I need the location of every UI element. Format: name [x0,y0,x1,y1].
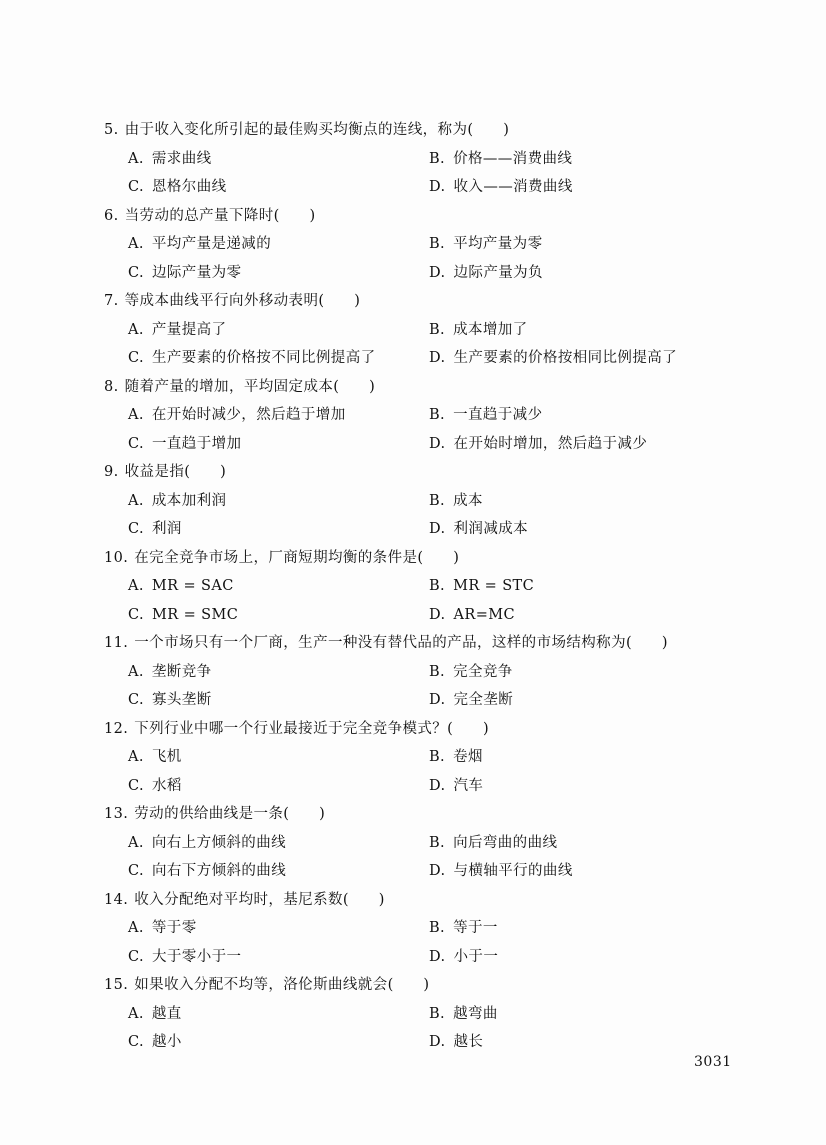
option-letter: C. [128,350,144,366]
option-letter: C. [128,606,144,623]
question-number: 9. [104,464,119,480]
answer-option [429,173,573,202]
answer-option [429,943,498,972]
option-row [104,230,744,259]
option-text: 利润减成本 [453,521,529,537]
question-item [104,715,744,801]
option-letter: A. [128,492,144,509]
option-letter: B. [429,321,446,338]
question-stem [104,373,744,402]
answer-option [429,743,483,772]
question-text: 收益是指( ) [124,464,227,480]
option-row [104,1000,744,1029]
option-row [104,173,744,202]
option-letter: D. [429,435,446,452]
option-letter: D. [429,521,446,537]
option-text: 越弯曲 [453,1005,498,1022]
option-text: 利润 [152,521,182,537]
answer-option [128,430,241,459]
answer-option [128,145,212,174]
question-stem [104,800,744,829]
question-number: 12. [104,720,129,737]
option-text: 成本 [453,492,483,509]
answer-option [128,1028,182,1057]
option-letter: A. [128,663,144,680]
question-text: 一个市场只有一个厂商，生产一种没有替代品的产品，这样的市场结构称为( ) [134,635,668,651]
question-text: 当劳动的总产量下降时( ) [124,207,316,224]
question-item [104,800,744,886]
option-row [104,515,744,544]
option-row [104,686,744,715]
answer-option [128,515,182,544]
option-letter: C. [128,948,144,965]
answer-option [429,344,677,373]
option-letter: B. [429,492,446,509]
option-letter: C. [128,1034,144,1050]
option-text: 等于一 [453,920,498,936]
question-number: 8. [104,378,119,395]
option-row [104,401,744,430]
option-row [104,658,744,687]
answer-option [429,601,515,630]
question-item [104,287,744,373]
option-letter: A. [128,150,144,167]
question-number: 10. [104,549,129,566]
option-text: 越长 [453,1034,484,1050]
question-stem [104,971,744,1000]
question-stem [104,202,744,231]
answer-option [128,857,286,886]
option-letter: A. [128,321,144,338]
option-text: 汽车 [453,777,484,794]
question-item [104,971,744,1057]
answer-option [128,316,226,345]
answer-option [128,401,346,430]
option-letter: C. [128,435,144,452]
answer-option [128,914,197,943]
option-text: 飞机 [151,749,182,765]
option-letter: B. [429,236,446,252]
option-letter: A. [128,578,144,594]
option-letter: D. [429,777,446,794]
option-letter: C. [128,264,144,281]
option-row [104,772,744,801]
option-letter: A. [128,1005,144,1022]
question-text: 收入分配绝对平均时，基尼系数( ) [134,891,385,908]
option-row [104,1028,744,1057]
option-letter: B. [429,407,446,423]
option-row [104,743,744,772]
question-text: 等成本曲线平行向外移动表明( ) [124,293,361,309]
answer-option [429,1000,498,1029]
answer-option [128,829,286,858]
option-letter: B. [429,1005,446,1022]
option-text: 收入——消费曲线 [453,179,573,195]
option-letter: A. [128,236,144,252]
option-text: 平均产量是递减的 [151,236,272,252]
option-text: 在开始时增加，然后趋于减少 [453,435,648,452]
option-letter: C. [128,521,144,537]
option-text: 生产要素的价格按不同比例提高了 [152,350,376,366]
question-stem [104,886,744,915]
answer-option [429,829,557,858]
option-text: 完全竞争 [453,663,513,680]
option-row [104,601,744,630]
question-number: 6. [104,207,119,224]
answer-option [128,943,241,972]
option-row [104,943,744,972]
option-text: 价格——消费曲线 [453,150,573,167]
option-letter: D. [429,606,446,623]
option-text: 与横轴平行的曲线 [453,863,573,879]
question-text: 在完全竞争市场上，厂商短期均衡的条件是( ) [134,549,460,566]
option-text: 边际产量为负 [453,264,543,281]
answer-option [128,772,182,801]
question-item [104,202,744,288]
question-text: 下列行业中哪一个行业最接近于完全竞争模式？( ) [134,720,490,737]
option-text: 成本加利润 [151,492,227,509]
option-letter: D. [429,692,446,708]
option-letter: C. [128,777,144,794]
option-row [104,430,744,459]
page-number: 3031 [694,1054,732,1070]
answer-option [429,658,513,687]
option-text: 向右上方倾斜的曲线 [151,834,286,851]
question-item [104,458,744,544]
option-text: 垄断竞争 [151,663,212,680]
answer-option [128,743,182,772]
option-text: 寡头垄断 [152,692,212,708]
answer-option [429,487,483,516]
option-text: MR = STC [453,578,535,594]
option-text: 向后弯曲的曲线 [453,834,558,851]
option-letter: D. [429,264,446,281]
answer-option [128,487,226,516]
question-number: 11. [104,635,129,651]
option-letter: A. [128,834,144,851]
question-text: 如果收入分配不均等，洛伦斯曲线就会( ) [134,977,430,993]
option-letter: A. [128,920,144,936]
option-row [104,145,744,174]
option-letter: A. [128,749,144,765]
option-letter: B. [429,920,446,936]
question-stem [104,458,744,487]
answer-option [429,145,572,174]
option-row [104,572,744,601]
question-text: 随着产量的增加，平均固定成本( ) [124,378,376,395]
option-text: 平均产量为零 [453,236,543,252]
question-number: 7. [104,293,119,309]
answer-option [429,259,543,288]
answer-option [128,230,271,259]
option-letter: D. [429,948,446,965]
question-text: 由于收入变化所引起的最佳购买均衡点的连线，称为( ) [124,122,510,138]
option-letter: C. [128,863,144,879]
option-text: 水稻 [152,777,182,794]
answer-option [429,230,542,259]
option-text: 越直 [151,1005,182,1022]
answer-option [429,772,483,801]
option-row [104,857,744,886]
question-item [104,629,744,715]
answer-option [429,914,498,943]
option-text: 恩格尔曲线 [152,179,227,195]
question-stem [104,544,744,573]
option-letter: C. [128,179,144,195]
question-item [104,544,744,630]
option-letter: C. [128,692,144,708]
answer-option [429,572,534,601]
question-list [104,116,744,1057]
question-item [104,373,744,459]
option-text: 一直趋于增加 [152,435,242,452]
answer-option [128,572,234,601]
option-letter: D. [429,1034,446,1050]
answer-option [429,430,647,459]
option-text: 大于零小于一 [152,948,242,965]
option-text: 边际产量为零 [152,264,242,281]
answer-option [429,401,542,430]
option-letter: A. [128,407,144,423]
answer-option [429,1028,483,1057]
question-stem [104,116,744,145]
question-number: 13. [104,806,129,822]
answer-option [429,686,513,715]
option-text: AR=MC [453,606,516,623]
question-stem [104,287,744,316]
answer-option [128,1000,182,1029]
option-text: 生产要素的价格按相同比例提高了 [453,350,678,366]
answer-option [128,601,238,630]
option-letter: B. [429,150,446,167]
answer-option [128,259,241,288]
option-row [104,259,744,288]
question-item [104,116,744,202]
question-stem [104,629,744,658]
answer-option [128,173,227,202]
option-text: 小于一 [453,948,499,965]
option-text: 需求曲线 [151,150,212,167]
option-text: 向右下方倾斜的曲线 [152,863,287,879]
question-number: 15. [104,977,129,993]
option-letter: B. [429,663,446,680]
option-text: 卷烟 [453,749,483,765]
option-row [104,914,744,943]
option-text: 产量提高了 [151,321,227,338]
option-row [104,487,744,516]
option-text: 成本增加了 [453,321,528,338]
option-row [104,316,744,345]
answer-option [429,316,528,345]
option-row [104,344,744,373]
option-text: 一直趋于减少 [453,407,543,423]
option-letter: B. [429,749,446,765]
option-text: MR = SAC [151,578,234,594]
question-text: 劳动的供给曲线是一条( ) [134,806,326,822]
option-letter: B. [429,578,446,594]
question-item [104,886,744,972]
question-stem [104,715,744,744]
answer-option [128,658,212,687]
answer-option [128,344,376,373]
option-text: 等于零 [151,920,197,936]
option-text: MR = SMC [152,606,239,623]
option-letter: D. [429,350,446,366]
option-text: 完全垄断 [453,692,514,708]
option-letter: D. [429,179,446,195]
option-text: 在开始时减少，然后趋于增加 [151,407,346,423]
question-number: 14. [104,891,129,908]
option-row [104,829,744,858]
option-letter: B. [429,834,446,851]
question-number: 5. [104,122,119,138]
option-letter: D. [429,863,446,879]
answer-option [128,686,212,715]
answer-option [429,857,573,886]
option-text: 越小 [152,1034,182,1050]
answer-option [429,515,528,544]
